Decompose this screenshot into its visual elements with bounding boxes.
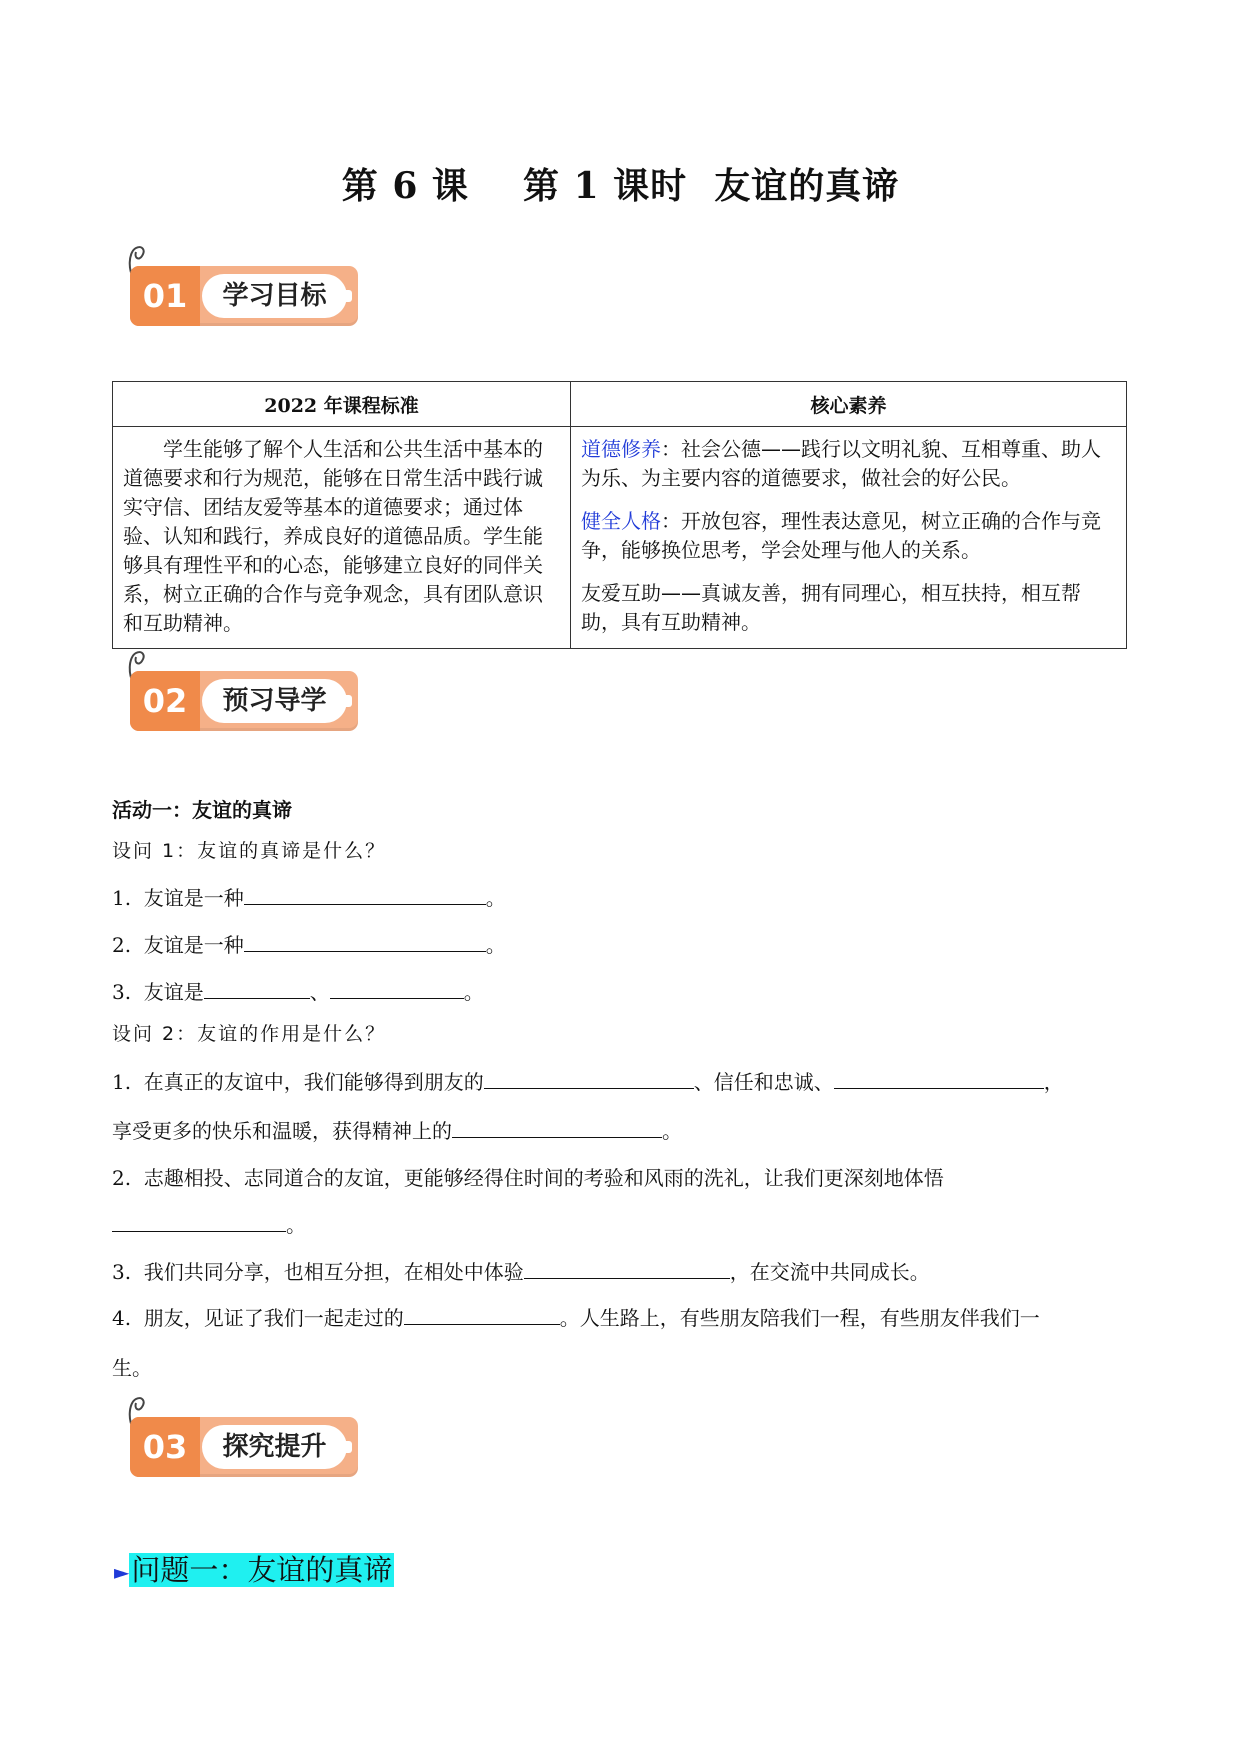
problem-heading [114,1548,394,1589]
q1-item-2 [112,929,506,958]
core-item-moral [581,435,1116,493]
badge-notch [342,290,352,302]
triangle-marker-icon: ► [114,1560,130,1584]
answer-blank[interactable] [484,1068,694,1089]
punct: ， [1043,1070,1064,1094]
objectives-table [112,381,1127,649]
answer-blank[interactable] [112,1211,286,1232]
q1-item-1 [112,882,506,911]
core-item-personality [581,507,1116,565]
activity-heading: 活动一：友谊的真谛 [112,798,292,822]
item-text: 3. 我们共同分享，也相互分担，在相处中体验 [112,1260,524,1284]
answer-blank[interactable] [834,1068,1044,1089]
answer-blank[interactable] [244,884,486,905]
page-title: 第 6 课 第 1 课时 友谊的真谛 [341,165,900,207]
q2-item-2: 2. 志趣相投、志同道合的友谊，更能够经得住时间的考验和风雨的洗礼，让我们更深刻地体悟 [112,1166,944,1190]
core-label-personality: 健全人格 [581,509,661,533]
punct: 、 [309,980,330,1004]
item-text: 4. 朋友，见证了我们一起走过的 [112,1306,404,1330]
punct: 。 [485,886,506,910]
table-header-row [113,382,1127,427]
q2-item-4-cont: 生。 [112,1356,152,1380]
punct: 。 [662,1119,682,1143]
answer-blank[interactable] [204,978,310,999]
core-item-mutual-help: 友爱互助——真诚友善，拥有同理心，相互扶持，相互帮助，具有互助精神。 [581,581,1081,634]
answer-blank[interactable] [330,978,464,999]
course-standard-text: 学生能够了解个人生活和公共生活中基本的道德要求和行为规范，能够在日常生活中践行诚实守信、团结友爱等基本的道德要求；通过体验、认知和践行，养成良好的道德品质。学生能够具有理性平和的心态，能够建立良好的同伴关系，树立正确的合作与竞争观念，具有团队意识和互助精神。 [113,427,571,649]
punct: 。 [463,980,484,1004]
item-text: 1. 友谊是一种 [112,886,244,910]
core-text-moral: ：社会公德——践行以文明礼貌、互相尊重、助人为乐、为主要内容的道德要求，做社会的好公民。 [581,437,1101,490]
section-label: 学习目标 [202,274,347,318]
core-literacy-cell [571,427,1127,649]
question-2: 设问 2：友谊的作用是什么？ [112,1023,387,1045]
answer-blank[interactable] [524,1258,730,1279]
question-1: 设问 1：友谊的真谛是什么？ [112,840,387,862]
core-text-personality: ：开放包容，理性表达意见，树立正确的合作与竞争，能够换位思考，学会处理与他人的关系。 [581,509,1101,562]
q2-item-3 [112,1256,930,1285]
header-core-literacy: 核心素养 [571,382,1127,427]
item-text: 2. 友谊是一种 [112,933,244,957]
punct: 。 [485,933,506,957]
punct: 。 [286,1213,306,1237]
q2-item-2-cont [112,1209,306,1238]
answer-blank[interactable] [244,931,486,952]
item-text: 1. 在真正的友谊中，我们能够得到朋友的 [112,1070,484,1094]
section-badge-preview [130,667,360,735]
q2-item-1 [112,1066,1064,1095]
section-badge-objectives [130,262,360,330]
item-text: ，在交流中共同成长。 [729,1260,930,1284]
q2-item-4 [112,1302,1040,1331]
badge-notch [342,695,352,707]
table-row [113,427,1127,649]
answer-blank[interactable] [452,1117,662,1138]
problem-title: 问题一：友谊的真谛 [131,1553,393,1587]
item-text: 3. 友谊是 [112,980,204,1004]
answer-blank[interactable] [404,1304,560,1325]
header-course-standard: 2022 年课程标准 [113,382,571,427]
section-badge-explore [130,1413,360,1481]
item-text: 、信任和忠诚、 [693,1070,834,1094]
badge-notch [342,1441,352,1453]
core-label-moral: 道德修养 [581,437,661,461]
section-label: 预习导学 [202,679,347,723]
section-label: 探究提升 [202,1425,347,1469]
item-text: 享受更多的快乐和温暖，获得精神上的 [112,1119,452,1143]
item-text: 。人生路上，有些朋友陪我们一程，有些朋友伴我们一 [559,1306,1040,1330]
section-number: 03 [130,1417,200,1477]
q1-item-3 [112,976,484,1005]
section-number: 01 [130,266,200,326]
q2-item-1-cont [112,1115,682,1144]
section-number: 02 [130,671,200,731]
